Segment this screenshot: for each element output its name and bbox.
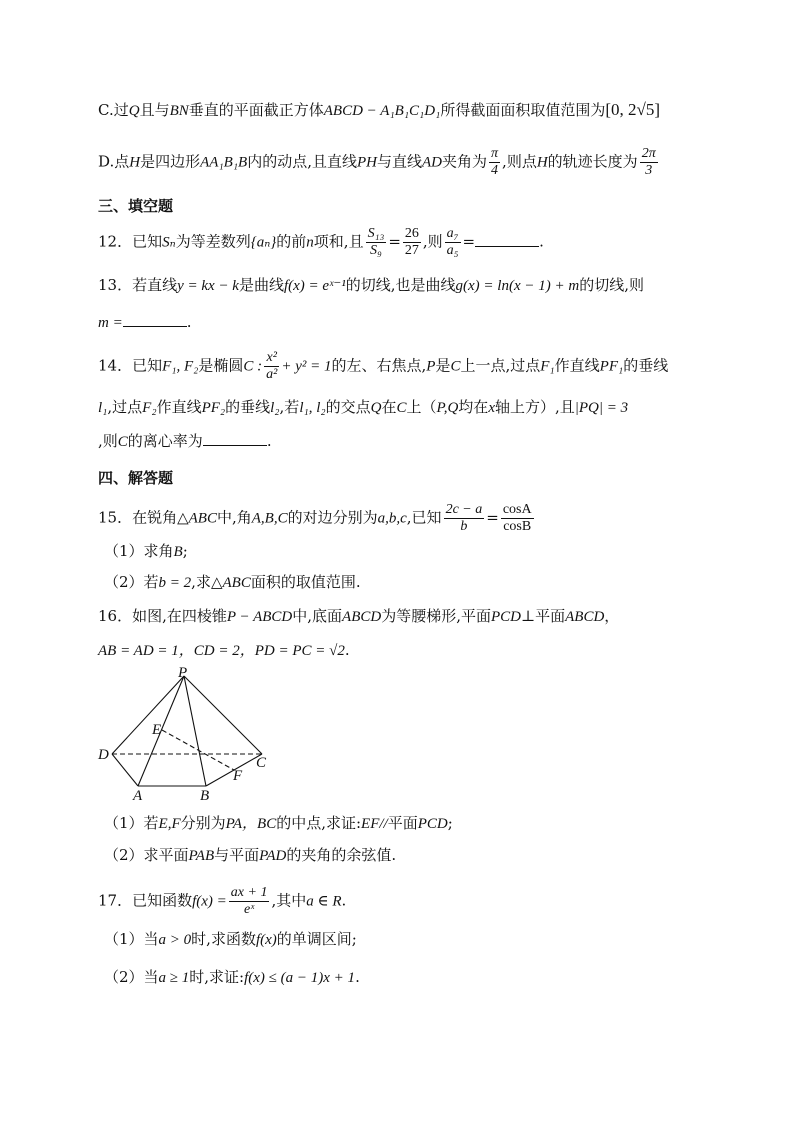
math: l₂ — [270, 400, 280, 416]
math: AA₁B₁B — [200, 154, 248, 171]
text: 上（ — [406, 398, 437, 416]
math: PA，BC — [225, 816, 277, 832]
math: A,B,C — [251, 510, 288, 527]
numerator: cosA — [502, 502, 532, 517]
math: F₁, F₂ — [162, 358, 199, 375]
text: 的垂线 — [225, 398, 271, 416]
math: b = 2 — [158, 575, 192, 591]
text: 的左、右焦点, — [331, 356, 427, 375]
edge-pc — [184, 676, 262, 754]
text: 14．已知 — [98, 356, 163, 375]
text: 时,求证: — [189, 968, 245, 986]
question-15 — [98, 502, 536, 535]
math: BN — [169, 103, 189, 119]
text: 面积的取值范围. — [250, 573, 361, 591]
text: 的切线,也是曲线 — [345, 276, 456, 294]
pyramid-figure — [96, 666, 276, 802]
section-heading-answers: 四、解答题 — [98, 469, 174, 487]
denominator: 27 — [404, 243, 419, 258]
question-13 — [98, 275, 644, 296]
option-d — [98, 146, 660, 179]
label-d: D — [98, 747, 109, 763]
text: 的夹角的余弦值. — [286, 846, 397, 864]
text: （1）当 — [104, 930, 159, 948]
math: f(x) = — [192, 893, 227, 910]
math: P,Q — [436, 400, 459, 416]
label-p: P — [178, 666, 188, 681]
question-17 — [98, 885, 346, 918]
question-14-cont — [98, 397, 628, 418]
text: 垂直的平面截正方体 — [188, 101, 324, 119]
numerator: 2c − a — [445, 502, 483, 517]
text: 15．在锐角 — [98, 508, 178, 527]
text: 是椭圆 — [198, 356, 244, 375]
fraction — [264, 350, 279, 383]
math: C — [396, 400, 407, 416]
edge-da — [112, 754, 138, 786]
math: |PQ| = 3 — [574, 400, 629, 416]
numerator: x² — [264, 350, 279, 367]
math: C — [117, 434, 128, 450]
denominator: 3 — [645, 163, 653, 178]
text: 的轨迹长度为 — [547, 152, 638, 171]
text: 分别为 — [180, 814, 226, 832]
text: 所得截面面积取值范围为 — [440, 101, 606, 119]
text: 的中点,求证: — [276, 814, 362, 832]
text: （2）当 — [104, 968, 159, 986]
edge-pd — [112, 676, 184, 754]
question-14 — [98, 350, 668, 383]
text: 与直线 — [377, 152, 423, 171]
text: ,过点 — [107, 398, 143, 416]
math: C : — [243, 358, 263, 375]
text: 的单调区间; — [276, 930, 357, 948]
math: AB = AD = 1，CD = 2，PD = PC = √2 — [98, 643, 345, 659]
numerator: a₇ — [446, 226, 459, 241]
text: 的离心率为 — [127, 432, 203, 450]
text: ,则点 — [502, 152, 537, 171]
text: 是 — [435, 356, 451, 375]
question-17-part-1 — [104, 929, 357, 950]
math: PAB — [188, 848, 215, 864]
math: a ∈ R — [306, 893, 342, 910]
text: 中,底面 — [292, 607, 343, 625]
answer-blank[interactable] — [123, 312, 187, 327]
math: n — [306, 234, 314, 251]
label-c: C — [256, 755, 267, 771]
text: 在 — [381, 398, 397, 416]
math: B — [173, 544, 183, 560]
math: a ≥ 1 — [158, 970, 190, 986]
text: D.点 — [98, 152, 130, 171]
math: △ABC — [177, 510, 217, 527]
denominator: b — [460, 519, 468, 534]
math: PCD — [491, 609, 521, 625]
text: 是曲线 — [238, 276, 284, 294]
math: y = kx − k — [177, 278, 239, 294]
math: H — [129, 154, 141, 171]
text: 16．如图,在四棱锥 — [98, 607, 227, 625]
text: 轴上方）,且 — [494, 398, 575, 416]
fraction — [403, 226, 421, 259]
math: l₁, l₂ — [299, 400, 326, 416]
answer-blank[interactable] — [475, 232, 539, 247]
denominator: a² — [266, 367, 278, 382]
option-c — [98, 100, 660, 121]
text: ， — [604, 607, 620, 625]
math: PF₂ — [201, 400, 226, 416]
math: a > 0 — [158, 932, 192, 948]
question-17-part-2 — [104, 967, 360, 988]
math: m = — [98, 315, 123, 331]
fraction — [640, 146, 658, 179]
text: ⊥ — [521, 607, 536, 625]
text: 中,角 — [216, 508, 252, 527]
text: ; — [447, 814, 453, 832]
math: g(x) = ln(x − 1) + m — [455, 278, 580, 294]
fraction — [489, 146, 500, 179]
text: 内的动点,且直线 — [247, 152, 357, 171]
fraction — [366, 226, 387, 259]
text: 上一点,过点 — [460, 356, 541, 375]
text: . — [539, 232, 544, 251]
math: Q — [128, 103, 140, 119]
math: [0, 2√5] — [605, 100, 660, 119]
text: ,已知 — [406, 508, 442, 527]
text: = — [486, 508, 499, 527]
numerator: ax + 1 — [230, 885, 268, 900]
question-15-part-2 — [104, 572, 361, 593]
text: 的前 — [276, 232, 307, 251]
text: 均在 — [458, 398, 489, 416]
text: 13．若直线 — [98, 276, 178, 294]
text: ,则 — [98, 432, 118, 450]
fraction — [445, 226, 461, 259]
math: P − ABCD — [226, 609, 293, 625]
edge-pb — [184, 676, 206, 786]
question-16-part-2 — [104, 845, 396, 866]
text: 为等差数列 — [175, 232, 251, 251]
segment-ef-hidden — [162, 730, 234, 770]
denominator: S₉ — [370, 243, 382, 258]
math: △ABC — [210, 575, 251, 591]
text: 与平面 — [214, 846, 260, 864]
math: {aₙ} — [250, 234, 277, 251]
text: . — [355, 968, 360, 986]
label-b: B — [200, 788, 210, 802]
text: . — [266, 432, 272, 450]
question-16-conditions — [98, 640, 350, 661]
denominator: a₅ — [446, 243, 459, 258]
text: ,其中 — [271, 891, 307, 910]
text: 为等腰梯形,平面 — [381, 607, 491, 625]
denominator: cosB — [503, 519, 532, 534]
denominator: 4 — [491, 163, 499, 178]
math: H — [536, 154, 548, 171]
text: = — [462, 232, 476, 251]
numerator: π — [491, 146, 499, 161]
text: （2）求平面 — [104, 846, 189, 864]
math: f(x) ≤ (a − 1)x + 1 — [244, 970, 356, 986]
text: 作直线 — [156, 398, 202, 416]
math: P — [426, 358, 436, 375]
math: PCD — [417, 816, 448, 832]
math: l₁ — [98, 400, 108, 416]
text: 的垂线 — [623, 356, 669, 375]
text: 且与 — [139, 101, 170, 119]
text: （1）若 — [104, 814, 159, 832]
math: PAD — [259, 848, 287, 864]
text: 的切线,则 — [579, 276, 644, 294]
math: EF// — [361, 816, 388, 832]
text: （1）求角 — [104, 542, 174, 560]
answer-blank[interactable] — [203, 431, 267, 446]
text: ; — [182, 542, 188, 560]
label-e: E — [152, 722, 162, 738]
text: . — [186, 313, 192, 331]
question-15-part-1 — [104, 541, 188, 562]
denominator: eˣ — [244, 902, 255, 917]
math: C — [450, 358, 461, 375]
math: Sₙ — [162, 234, 176, 251]
math: a,b,c — [377, 510, 407, 527]
math: F₁ — [540, 358, 555, 375]
fraction — [501, 502, 534, 535]
math: PH — [357, 154, 377, 171]
numerator: 2π — [641, 146, 656, 161]
question-13-cont — [98, 312, 192, 333]
question-12 — [98, 226, 544, 259]
math: E,F — [158, 816, 181, 832]
text: . — [341, 891, 347, 910]
text: C.过 — [98, 101, 129, 119]
math: + y² = 1 — [281, 358, 332, 375]
text: 12．已知 — [98, 232, 163, 251]
question-16 — [98, 606, 619, 627]
text: 平面 — [535, 607, 566, 625]
math: ABCD — [565, 609, 605, 625]
text: （2）若 — [104, 573, 159, 591]
math: f(x) — [255, 932, 277, 948]
math: F₂ — [142, 400, 157, 416]
text: ,若 — [279, 398, 300, 416]
text: 作直线 — [554, 356, 600, 375]
text: = — [388, 232, 401, 251]
math: Q — [370, 400, 382, 416]
fraction — [444, 502, 485, 535]
fraction — [229, 885, 270, 918]
text: ,求 — [191, 573, 211, 591]
numerator: S₁₃ — [367, 226, 385, 241]
label-a: A — [133, 788, 143, 802]
math: PF₁ — [599, 358, 624, 375]
text: 夹角为 — [442, 152, 488, 171]
text: 17．已知函数 — [98, 891, 193, 910]
text: 的对边分别为 — [287, 508, 378, 527]
math: ABCD — [342, 609, 382, 625]
label-f: F — [233, 768, 243, 784]
math: AD — [422, 154, 443, 171]
text: 时,求函数 — [191, 930, 256, 948]
section-heading-fill-in: 三、填空题 — [98, 197, 174, 215]
math: x — [488, 400, 495, 416]
text: ,则 — [422, 232, 443, 251]
question-16-part-1 — [104, 813, 453, 834]
math: f(x) = eˣ⁻¹ — [283, 278, 346, 294]
text: 是四边形 — [140, 152, 201, 171]
question-14-cont2 — [98, 431, 272, 452]
text: . — [344, 641, 350, 659]
numerator: 26 — [404, 226, 419, 241]
text: 项和,且 — [313, 232, 364, 251]
math: ABCD − A₁B₁C₁D₁ — [323, 103, 441, 119]
text: 平面 — [387, 814, 418, 832]
text: 的交点 — [325, 398, 371, 416]
